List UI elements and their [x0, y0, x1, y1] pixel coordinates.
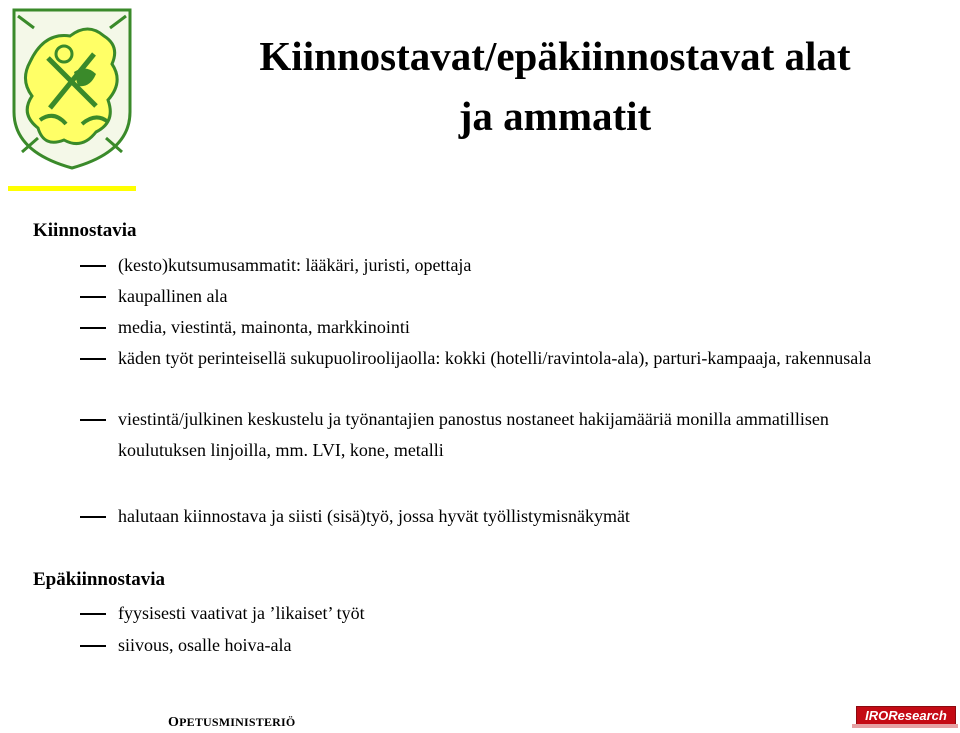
list-item-text: käden työt perinteisellä sukupuoliroolijaolla: kokki (hotelli/ravintola-ala), parturi-kampaaja, rakennusala [118, 348, 872, 368]
iroresearch-logo: IROResearch [856, 706, 956, 725]
dash-bullet [80, 358, 106, 360]
section-heading-kiinnostavia: Kiinnostavia [33, 220, 137, 241]
page-title [150, 26, 960, 146]
dash-bullet [80, 516, 106, 518]
dash-bullet [80, 296, 106, 298]
dash-bullet [80, 265, 106, 267]
coat-of-arms-logo [4, 2, 140, 172]
section-heading-epakiinnostavia: Epäkiinnostavia [33, 569, 165, 590]
list-item-text: fyysisesti vaativat ja ’likaiset’ työt [118, 603, 365, 623]
logo-underline [8, 186, 136, 191]
list-item-text: media, viestintä, mainonta, markkinointi [118, 317, 410, 337]
list-item-text: halutaan kiinnostava ja siisti (sisä)työ, jossa hyvät työllistymisnäkymät [118, 506, 630, 526]
list-item-text: kaupallinen ala [118, 286, 228, 306]
iroresearch-logo-shadow [852, 724, 958, 728]
list-item-text: (kesto)kutsumusammatit: lääkäri, juristi, opettaja [118, 255, 472, 275]
dash-bullet [80, 419, 106, 421]
dash-bullet [80, 645, 106, 647]
ministry-initial: O [168, 715, 180, 730]
list-item-text: viestintä/julkinen keskustelu ja työnantajien panostus nostaneet hakijamääriä monilla ammatillisen koulutuksen linjoilla, mm. LVI, kone, metalli [118, 409, 829, 460]
dash-bullet [80, 327, 106, 329]
title-line-1: Kiinnostavat/epäkiinnostavat alat [259, 33, 851, 79]
ministry-rest: PETUSMINISTERIÖ [179, 715, 296, 729]
list-item-text: siivous, osalle hoiva-ala [118, 635, 292, 655]
dash-bullet [80, 613, 106, 615]
title-line-2: ja ammatit [458, 93, 652, 139]
footer-ministry [168, 715, 295, 731]
